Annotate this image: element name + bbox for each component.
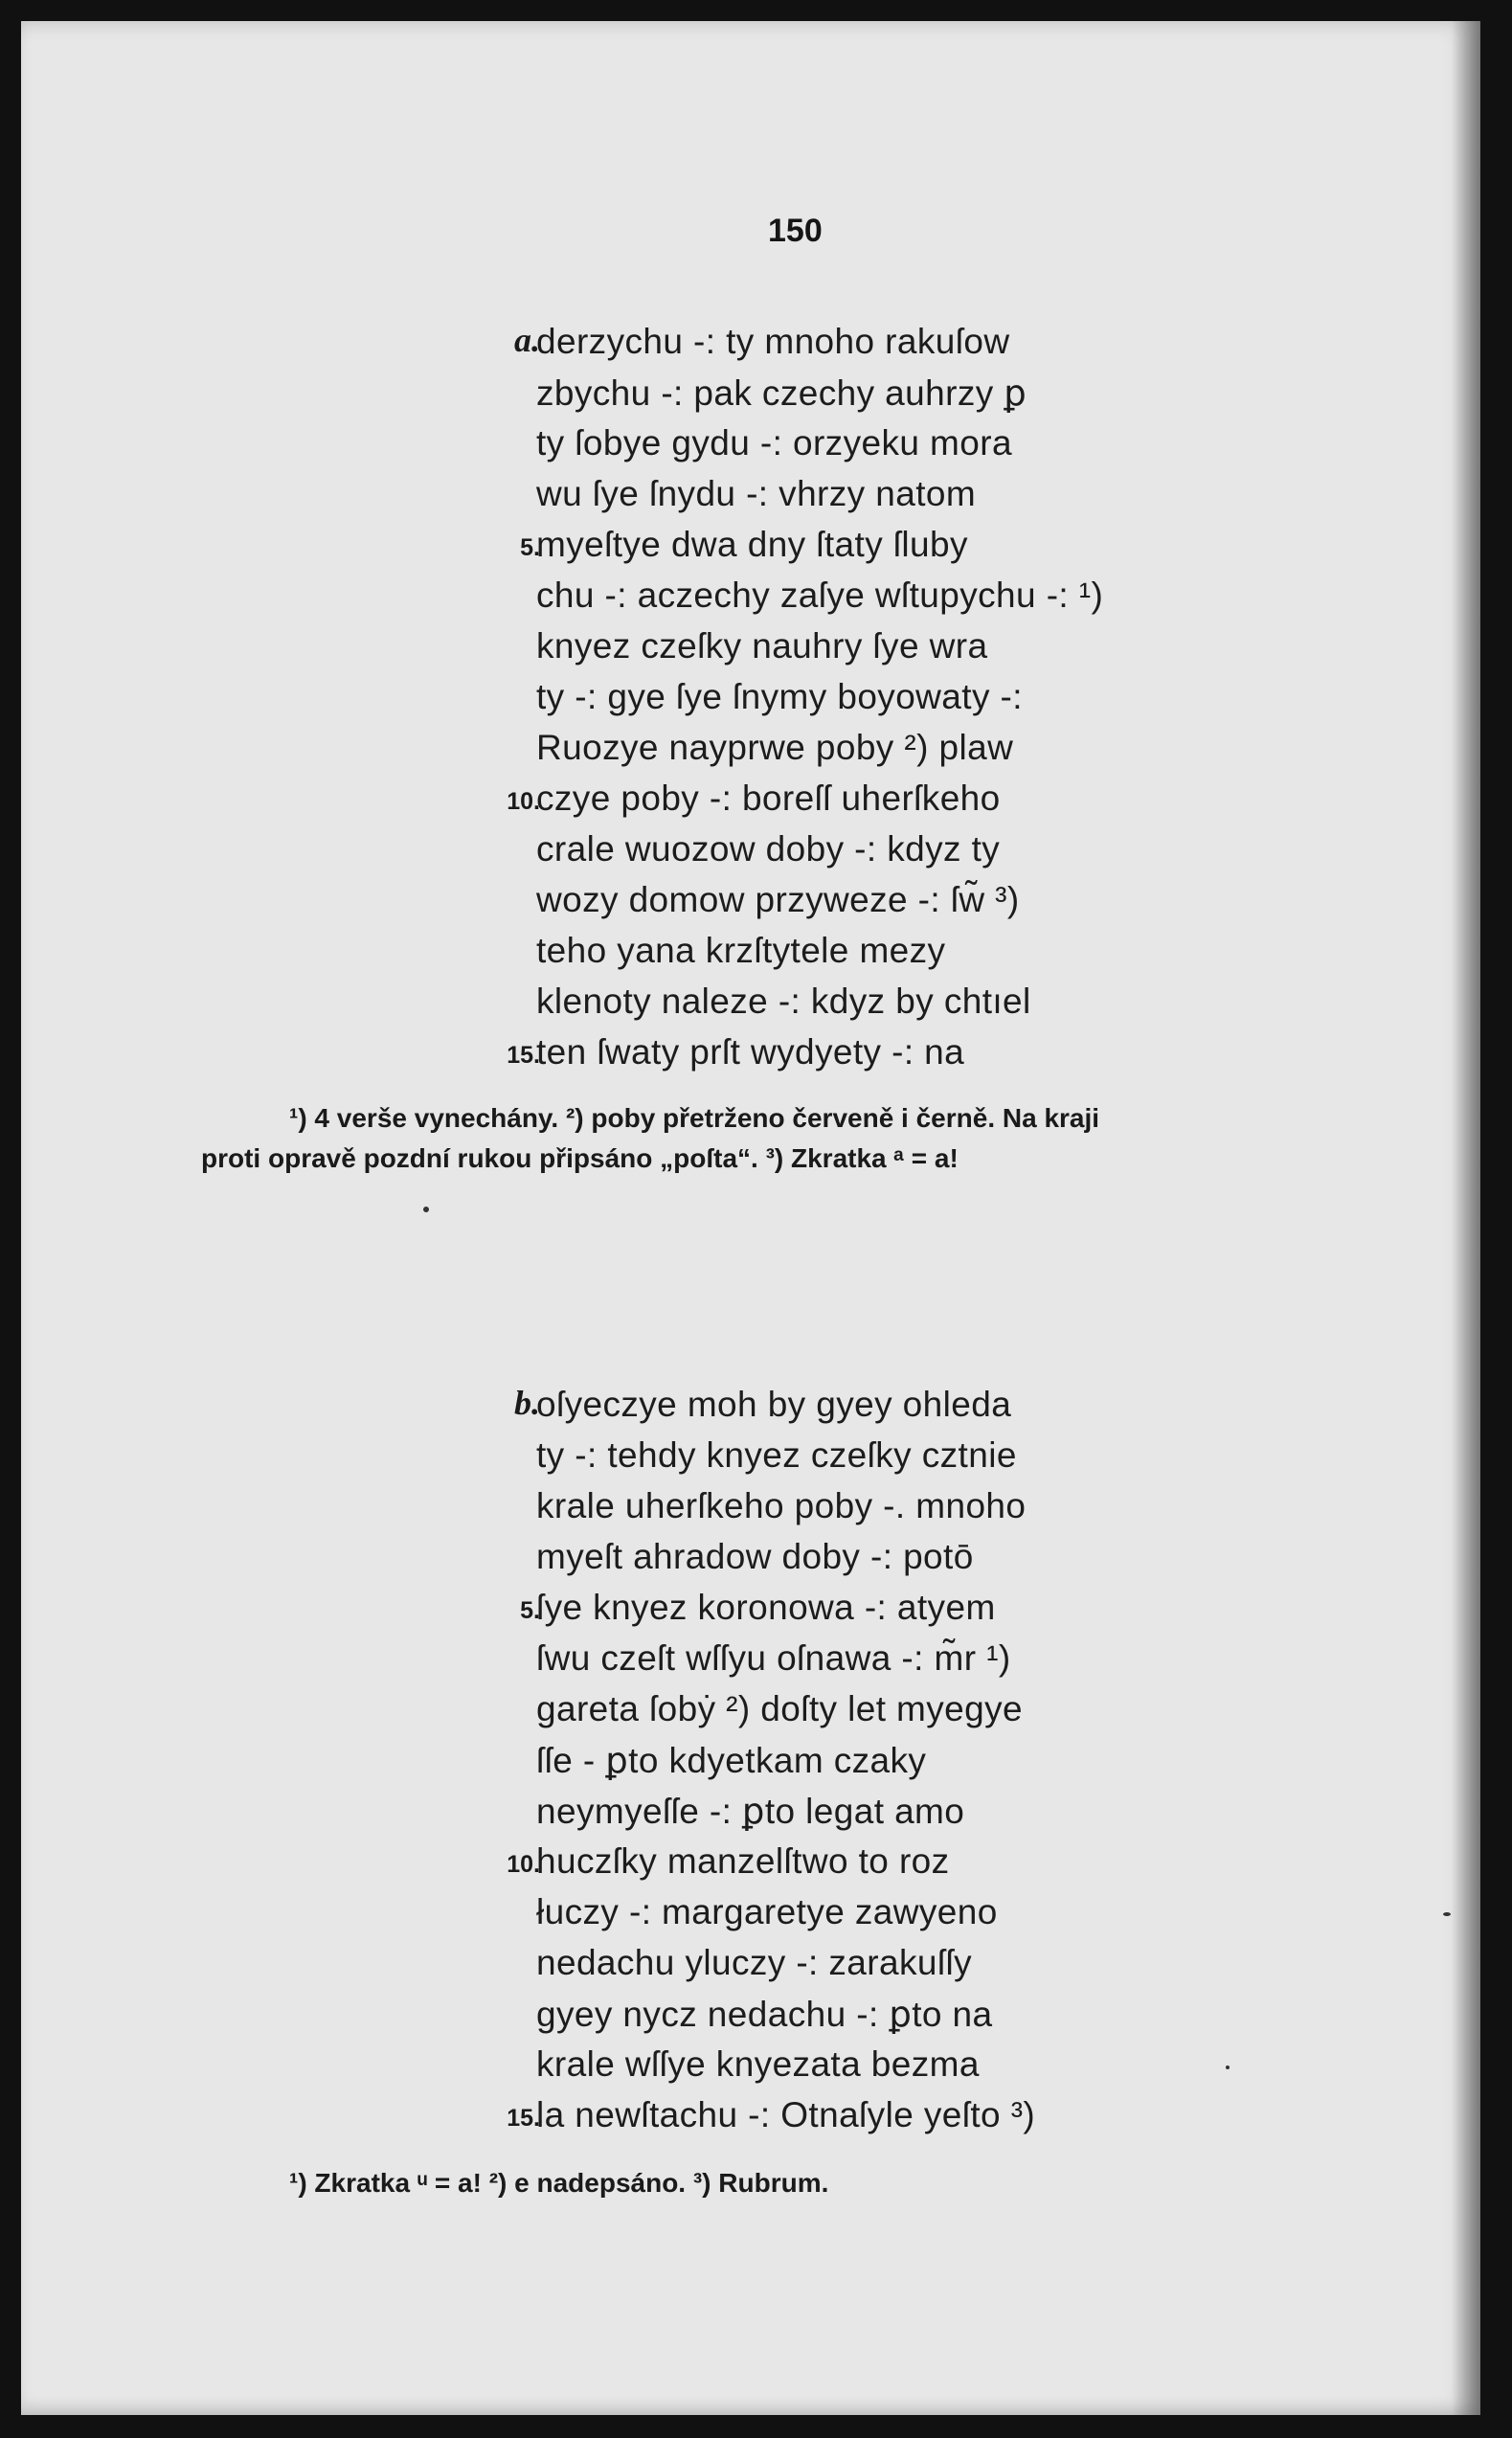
verse-text: Ruozye nayprwe poby ²) plaw xyxy=(536,728,1014,767)
verse-text: crale wuozow doby -: kdyz ty xyxy=(536,829,1001,869)
verse-text: ſwu czeſt wſſyu oſnawa -: m̃r ¹) xyxy=(536,1638,1011,1678)
verse-text: chu -: aczechy zaſye wſtupychu -: ¹) xyxy=(536,576,1104,615)
line-number: 5. xyxy=(520,1597,540,1624)
page-edge-shadow xyxy=(1452,21,1480,2415)
ink-speck xyxy=(1226,2066,1230,2069)
verse-text: ty -: tehdy knyez czeſky cztnie xyxy=(536,1435,1017,1475)
line-number: 10. xyxy=(507,1851,540,1878)
line-number: 10. xyxy=(507,788,540,815)
verse-text: ſye knyez koronowa -: atyem xyxy=(536,1588,996,1627)
verse-text: ſſe - ꝑto kdyetkam czaky xyxy=(536,1741,927,1780)
verse-text: klenoty naleze -: kdyz by chtıel xyxy=(536,982,1031,1021)
section-label: a. xyxy=(514,321,540,359)
verse-text: ten ſwaty prſt wydyety -: na xyxy=(536,1032,965,1072)
verse-text: wu ſye ſnydu -: vhrzy natom xyxy=(536,474,977,513)
section-label: b. xyxy=(514,1384,540,1422)
verse-text: ty ſobye gydu -: orzyeku mora xyxy=(536,423,1012,463)
verse-text: ty -: gye ſye ſnymy boyowaty -: xyxy=(536,677,1023,716)
footnote-b: ¹) Zkratka ᵘ = a! ²) e nadepsáno. ³) Rubrum. xyxy=(289,2168,829,2198)
verse-text: teho yana krzſtytele mezy xyxy=(536,931,946,970)
verse-text: czye poby -: boreſſ uherſkeho xyxy=(536,779,1001,818)
footnote-a-line2: proti opravě pozdní rukou připsáno „poſta“. ³) Zkratka ᵃ = a! xyxy=(201,1143,959,1173)
verse-text: knyez czeſky nauhry ſye wra xyxy=(536,626,988,666)
verse-text: krale wſſye knyezata bezma xyxy=(536,2044,980,2084)
verse-text: zbychu -: pak czechy auhrzy ꝑ xyxy=(536,373,1027,413)
verse-text: wozy domow przyweze -: ſw̃ ³) xyxy=(536,880,1020,919)
verse-text: derzychu -: ty mnoho rakuſow xyxy=(536,322,1010,361)
verse-text: myeſtye dwa dny ſtaty ſluby xyxy=(536,525,968,564)
line-number: 15. xyxy=(507,2105,540,2132)
line-number: 5. xyxy=(520,534,540,561)
verse-text: huczſky manzelſtwo to roz xyxy=(536,1841,950,1881)
ink-speck xyxy=(1443,1912,1451,1916)
verse-text: krale uherſkeho poby -. mnoho xyxy=(536,1486,1027,1525)
verse-text: la newſtachu -: Otnaſyle yeſto ³) xyxy=(536,2095,1036,2134)
verse-text: nedachu yluczy -: zarakuſſy xyxy=(536,1943,972,1982)
verse-text: gareta ſobẏ ²) doſty let myegye xyxy=(536,1689,1024,1728)
verse-text: gyey nycz nedachu -: ꝑto na xyxy=(536,1995,993,2034)
verse-text: myeſt ahradow doby -: potō xyxy=(536,1537,974,1576)
verse-text: oſyeczye moh by gyey ohleda xyxy=(536,1385,1012,1424)
ink-speck xyxy=(423,1207,429,1212)
verse-text: neymyeſſe -: ꝑto legat amo xyxy=(536,1792,965,1831)
footnote-a-line1: ¹) 4 verše vynechány. ²) poby přetrženo červeně i černě. Na kraji xyxy=(289,1103,1100,1133)
verse-text: łuczy -: margaretye zawyeno xyxy=(536,1892,998,1931)
line-number: 15. xyxy=(507,1042,540,1069)
book-page xyxy=(21,21,1480,2415)
page-number: 150 xyxy=(768,213,823,249)
